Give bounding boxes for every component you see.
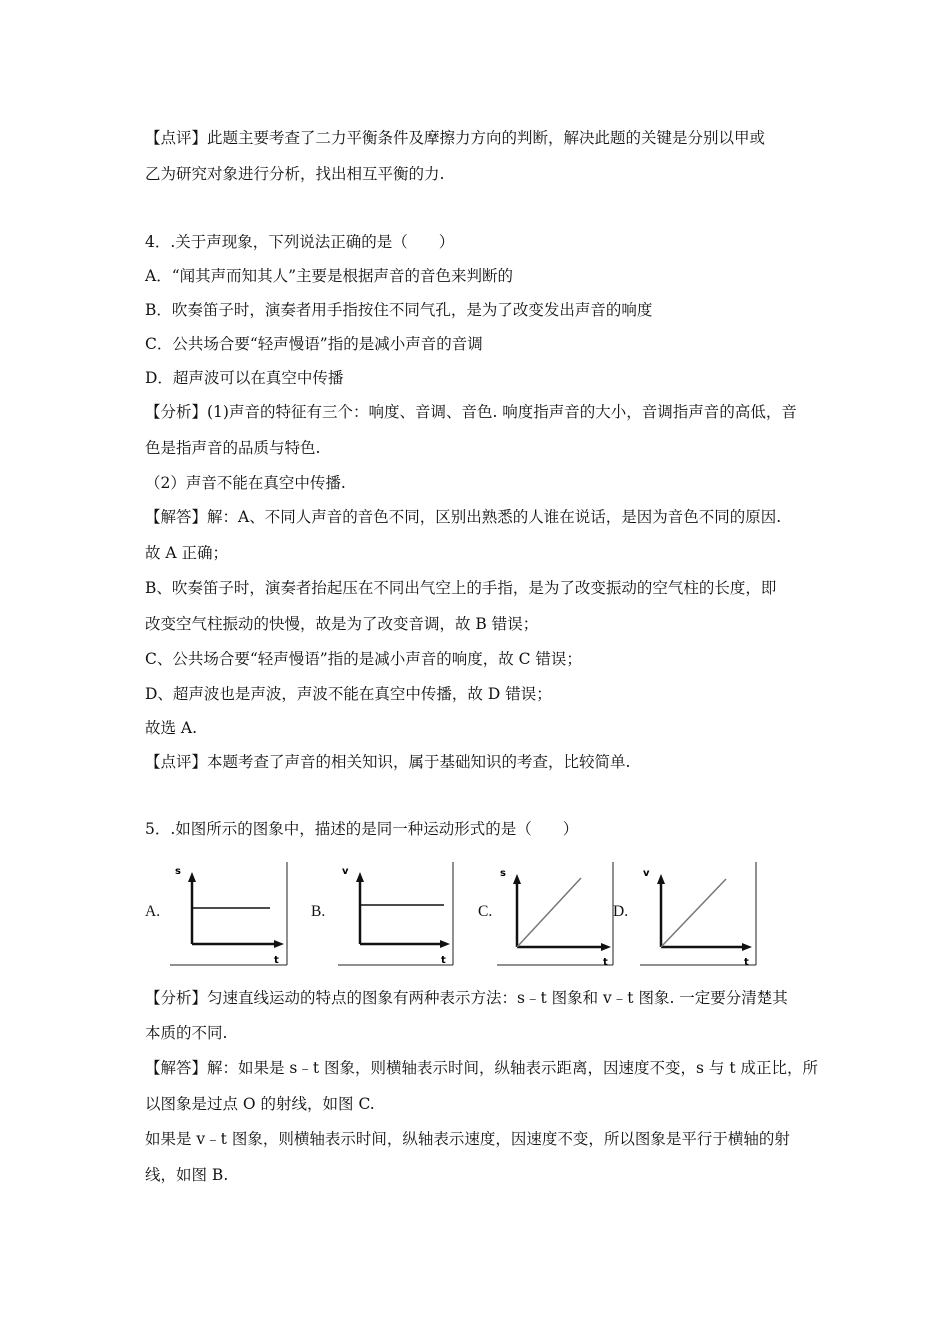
y-axis-arrow-icon bbox=[188, 872, 196, 882]
analysis-line: 【分析】匀速直线运动的特点的图象有两种表示方法：s﹣t 图象和 v﹣t 图象. 一定要分清楚其 bbox=[145, 989, 788, 1007]
x-axis-arrow-icon bbox=[742, 943, 752, 951]
option-d: D．超声波可以在真空中传播 bbox=[145, 369, 344, 387]
answer-line: 线，如图 B. bbox=[145, 1166, 229, 1184]
y-axis-label: v bbox=[342, 866, 349, 877]
comment-line: 【点评】本题考查了声音的相关知识，属于基础知识的考查，比较简单. bbox=[145, 753, 631, 771]
graph-option-label-c: C. bbox=[478, 903, 493, 920]
graph-line bbox=[661, 879, 726, 947]
y-axis-arrow-icon bbox=[657, 874, 665, 884]
x-axis-label: t bbox=[274, 955, 279, 966]
analysis-line: 色是指声音的品质与特色. bbox=[145, 439, 321, 457]
graph-option-label-a: A. bbox=[145, 903, 161, 920]
answer-line: D、超声波也是声波，声波不能在真空中传播，故 D 错误； bbox=[145, 685, 552, 703]
question-4: 4．.关于声现象，下列说法正确的是（ ） bbox=[145, 233, 455, 251]
answer-line: 如果是 v﹣t 图象，则横轴表示时间，纵轴表示速度，因速度不变，所以图象是平行于横轴的射 bbox=[145, 1130, 790, 1148]
graph-line bbox=[517, 878, 581, 947]
x-axis-label: t bbox=[603, 957, 608, 968]
y-axis-arrow-icon bbox=[513, 874, 521, 884]
answer-line: 故 A 正确； bbox=[145, 544, 229, 562]
answer-line: B、吹奏笛子时，演奏者抬起压在不同出气空上的手指，是为了改变振动的空气柱的长度，即 bbox=[145, 579, 777, 597]
graph-option-label-d: D. bbox=[613, 903, 629, 920]
x-axis-label: t bbox=[441, 955, 446, 966]
y-axis-label: s bbox=[175, 866, 181, 877]
answer-line: 故选 A. bbox=[145, 719, 198, 737]
x-axis-arrow-icon bbox=[440, 940, 450, 948]
option-a: A．“闻其声而知其人”主要是根据声音的音色来判断的 bbox=[145, 267, 514, 285]
y-axis-arrow-icon bbox=[356, 872, 364, 882]
answer-line: 【解答】解：如果是 s﹣t 图象，则横轴表示时间，纵轴表示距离，因速度不变，s 与 t 成正比，所 bbox=[145, 1059, 819, 1077]
graph-option-label-b: B. bbox=[311, 903, 326, 920]
graph-c bbox=[497, 862, 617, 970]
text-line: 乙为研究对象进行分析，找出相互平衡的力. bbox=[145, 165, 445, 183]
question-5: 5．.如图所示的图象中，描述的是同一种运动形式的是（ ） bbox=[145, 820, 579, 838]
answer-line: C、公共场合要“轻声慢语”指的是减小声音的响度，故 C 错误； bbox=[145, 650, 582, 668]
analysis-line: 本质的不同. bbox=[145, 1024, 228, 1042]
answer-line: 以图象是过点 O 的射线，如图 C. bbox=[145, 1095, 375, 1113]
x-axis-arrow-icon bbox=[601, 943, 611, 951]
y-axis-label: v bbox=[643, 868, 650, 879]
analysis-line: （2）声音不能在真空中传播. bbox=[145, 474, 346, 492]
option-b: B．吹奏笛子时，演奏者用手指按住不同气孔，是为了改变发出声音的响度 bbox=[145, 301, 653, 319]
analysis-line: 【分析】(1)声音的特征有三个：响度、音调、音色. 响度指声音的大小，音调指声音的高低，音 bbox=[145, 403, 797, 421]
answer-line: 改变空气柱振动的快慢，故是为了改变音调，故 B 错误； bbox=[145, 615, 539, 633]
x-axis-arrow-icon bbox=[274, 940, 284, 948]
text-line: 【点评】此题主要考查了二力平衡条件及摩擦力方向的判断，解决此题的关键是分别以甲或 bbox=[145, 129, 766, 147]
graph-a bbox=[170, 862, 290, 970]
option-c: C．公共场合要“轻声慢语”指的是减小声音的音调 bbox=[145, 335, 483, 353]
y-axis-label: s bbox=[500, 868, 506, 879]
graph-d bbox=[640, 862, 760, 970]
answer-line: 【解答】解：A、不同人声音的音色不同，区别出熟悉的人谁在说话，是因为音色不同的原因. bbox=[145, 508, 782, 526]
x-axis-label: t bbox=[744, 957, 749, 968]
graph-b bbox=[338, 862, 458, 970]
